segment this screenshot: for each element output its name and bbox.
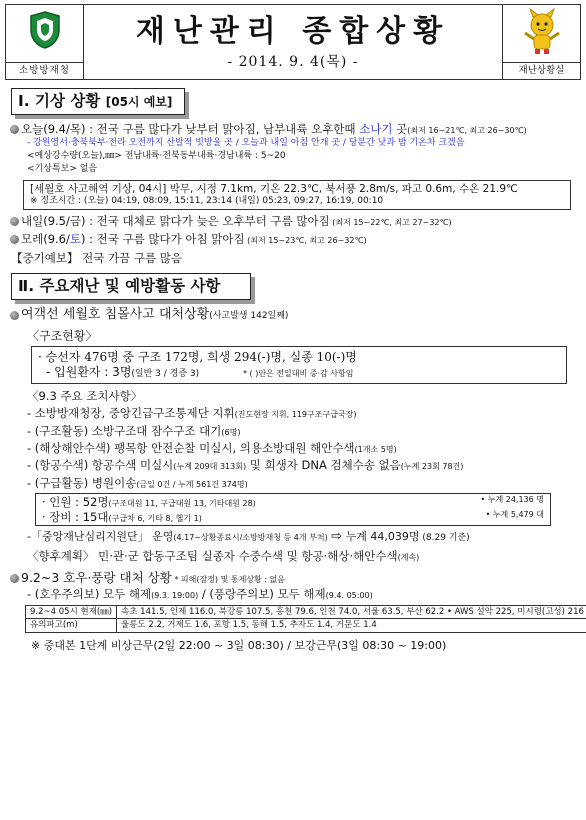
sewol-weather-box: [23, 180, 571, 210]
personnel-row: · 인원 : 52명(구조대원 11, 구급대원 13, 기타대원 28) • 누계 24,136 명: [42, 495, 544, 510]
fire-agency-logo-icon: [28, 10, 62, 50]
rescue-line-2: - 입원환자 : 3명(일반 3 / 경증 3) * ( )안은 전일대비 증·감 사항임: [46, 364, 354, 379]
rescue-status-title: 〈구조현황〉: [27, 328, 98, 343]
bullet-icon: [10, 311, 19, 320]
rescue-line-1: · 승선자 476명 중 구조 172명, 희생 294(-)명, 실종 10(-)명: [38, 349, 357, 364]
header-mascot-block: [502, 5, 580, 79]
mascot-icon: [518, 8, 566, 56]
shower-highlight: 소나기: [359, 122, 393, 137]
weather-today-detail: - 강원영서·충북북부·전라 오전까지 산발적 빗방울 곳 / 오늘과 내일 아침 안개 곳 / 당분간 낮과 밤 기온차 크겠음: [27, 137, 465, 148]
weather-today-rain: <예상강수량(오늘),㎜> 전남내륙·전북동부내륙·경남내륙 : 5~20: [27, 151, 286, 161]
equipment-total: • 누계 5,479 대: [485, 509, 544, 519]
document-header: [5, 4, 581, 80]
header-center: [84, 5, 502, 79]
personnel-total: • 누계 24,136 명: [480, 495, 544, 505]
header-logo-block: [6, 5, 84, 79]
section-disaster-title: Ⅱ. 주요재난 및 예방활동 사항: [11, 273, 251, 300]
weather-tomorrow: 내일(9.5/금) : 전국 대체로 맑다가 늦은 오후부터 구름 많아짐 (최저 15~22℃, 최고 27~32℃): [5, 214, 581, 228]
bullet-icon: [10, 125, 19, 134]
psych-support: -「중앙재난심리지원단」 운영(4.17~상황종료시/소방방재청 등 4개 부처) ⇨ 누계 44,039명 (8.29 기준): [27, 528, 470, 544]
section-weather-header: [11, 88, 185, 115]
header-office: 재난상황실: [503, 62, 580, 77]
rescue-status-box: [31, 346, 567, 384]
arrow-right-icon: ⇨: [331, 528, 343, 544]
section-weather-sub: [05시 예보]: [105, 95, 173, 109]
future-plan: 〈향후계획〉 민·관·군 합동구조팀 실종자 수중수색 및 항공·해상·해안수색(계속): [27, 549, 420, 564]
sewol-title: 여객선 세월호 침몰사고 대처상황(사고발생 142일째): [5, 307, 581, 323]
measure-3: - (해상해안수색) 팽목항 안전순찰 미실시, 의용소방대원 해안수색(1개소 5명): [27, 441, 397, 455]
sewol-weather-line1: [세월호 사고해역 기상, 04시] 박무, 시정 7.1km, 기온 22.3℃, 북서풍 2.8m/s, 파고 0.6m, 수온 21.9℃: [30, 182, 518, 195]
weather-today-special: <기상특보> 없음: [27, 164, 98, 175]
page-title: 재난관리 종합상황: [135, 13, 451, 49]
table-row: [26, 619, 586, 633]
measure-1: - 소방방재청장, 중앙긴급구조통제단 지휘(진도현장 지휘, 119구조구급국장): [27, 406, 357, 421]
weather-today: 오늘(9.4/목) : 전국 구름 많다가 낮부터 맑아짐, 남부내륙 오후한때 소나기 곳(최저 16~21℃, 최고 26~30℃): [5, 122, 581, 136]
table-cell: 유의파고(m): [26, 619, 117, 633]
measure-4: - (항공수색) 항공수색 미실시(누계 209대 313회) 및 희생자 DNA 검체수송 없음(누계 23회 78건): [27, 458, 464, 473]
bullet-icon: [10, 217, 19, 226]
table-cell: 울릉도 2.2, 거제도 1.6, 포항 1.5, 동해 1.5, 추자도 1.4, 거문도 1.4: [117, 619, 586, 633]
header-org: 소방방재청: [6, 62, 83, 77]
storm-table: [25, 605, 586, 633]
bullet-icon: [10, 235, 19, 244]
measure-2: - (구조활동) 소방구조대 잠수구조 대기(6명): [27, 423, 241, 438]
weather-midterm: 【중기예보】 전국 가끔 구름 많음: [11, 250, 182, 265]
storm-clear-line: - (호우주의보) 모두 해제(9.3. 19:00) / (풍랑주의보) 모두 해제(9.4. 05:00): [27, 587, 373, 602]
measures-title: 〈9.3 주요 조치사항〉: [27, 388, 143, 403]
bullet-icon: [10, 574, 19, 583]
footnote-duty: ※ 중대본 1단계 비상근무(2일 22:00 ~ 3일 08:30) / 보강근무(3일 08:30 ~ 19:00): [31, 638, 447, 652]
storm-title: 9.2~3 호우·풍랑 대처 상황 * 피해(잠정) 및 통제상황 : 없음: [5, 570, 581, 586]
weather-dayafter: 모레(9.6/토) : 전국 구름 많다가 아침 맑아짐 (최저 15~23℃, 최고 26~32℃): [5, 232, 581, 246]
personnel-box: [35, 493, 551, 526]
sewol-tide-times: ※ 정조시간 : (오늘) 04:19, 08:09, 15:11, 23:14 (내일) 05:23, 09:27, 16:19, 00:10: [30, 195, 384, 206]
measure-5: - (구급활동) 병원이송(금일 0건 / 누계 561건 374명): [27, 475, 248, 490]
equipment-row: · 장비 : 15대(구급차 6, 기타 8, 헬기 1) • 누계 5,479 대: [42, 509, 544, 524]
table-cell: 속초 141.5, 인제 116.0, 북강릉 107.5, 홍천 79.6, 인천 74.0, 서울 63.5, 부산 62.2 • AWS 설악 225, 미시령(고성) 216: [117, 605, 586, 619]
table-cell: 9.2~4 05시 현재(㎜): [26, 605, 117, 619]
section-disaster-header: [11, 273, 251, 300]
section-weather-title: Ⅰ. 기상 상황 [05시 예보]: [11, 88, 185, 115]
table-row: [26, 605, 586, 619]
page-date: - 2014. 9. 4(목) -: [227, 54, 359, 70]
